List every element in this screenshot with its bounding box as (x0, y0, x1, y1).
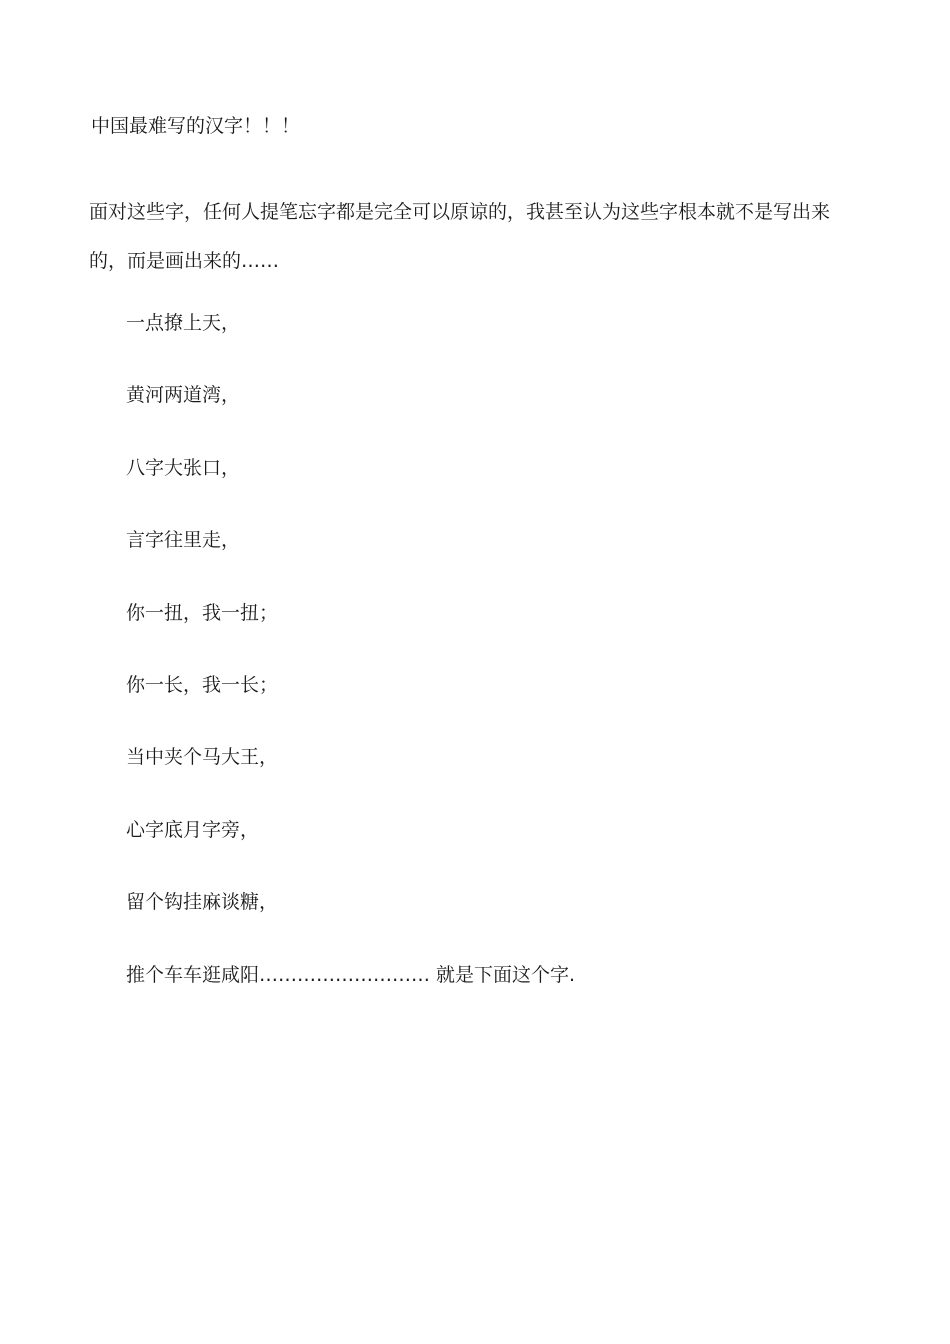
verse-line-1: 一点撩上天， (126, 312, 241, 334)
verse-line-3: 八字大张口， (126, 456, 241, 479)
verse-line-5: 你一扭，我一扭； (126, 601, 279, 624)
verse-line-8: 心字底月字旁， (126, 818, 260, 841)
verse-line-2: 黄河两道湾， (126, 384, 241, 407)
verse-list (126, 309, 575, 1033)
verse-line-10: 推个车车逛咸阳……………………… 就是下面这个字. (126, 963, 576, 986)
verse-line-6: 你一长，我一长； (126, 673, 279, 696)
verse-line-7: 当中夹个马大王， (126, 746, 279, 769)
verse-line-9: 留个钩挂麻谈糖， (126, 891, 279, 914)
intro-line-2: 的，而是画出来的…… (89, 250, 280, 272)
document-title: 中国最难写的汉字！！！ (91, 115, 301, 137)
verse-line-4: 言字往里走， (126, 529, 241, 552)
intro-line-1: 面对这些字，任何人提笔忘字都是完全可以原谅的，我甚至认为这些字根本就不是写出来 (89, 201, 831, 223)
intro-paragraph (89, 188, 849, 286)
